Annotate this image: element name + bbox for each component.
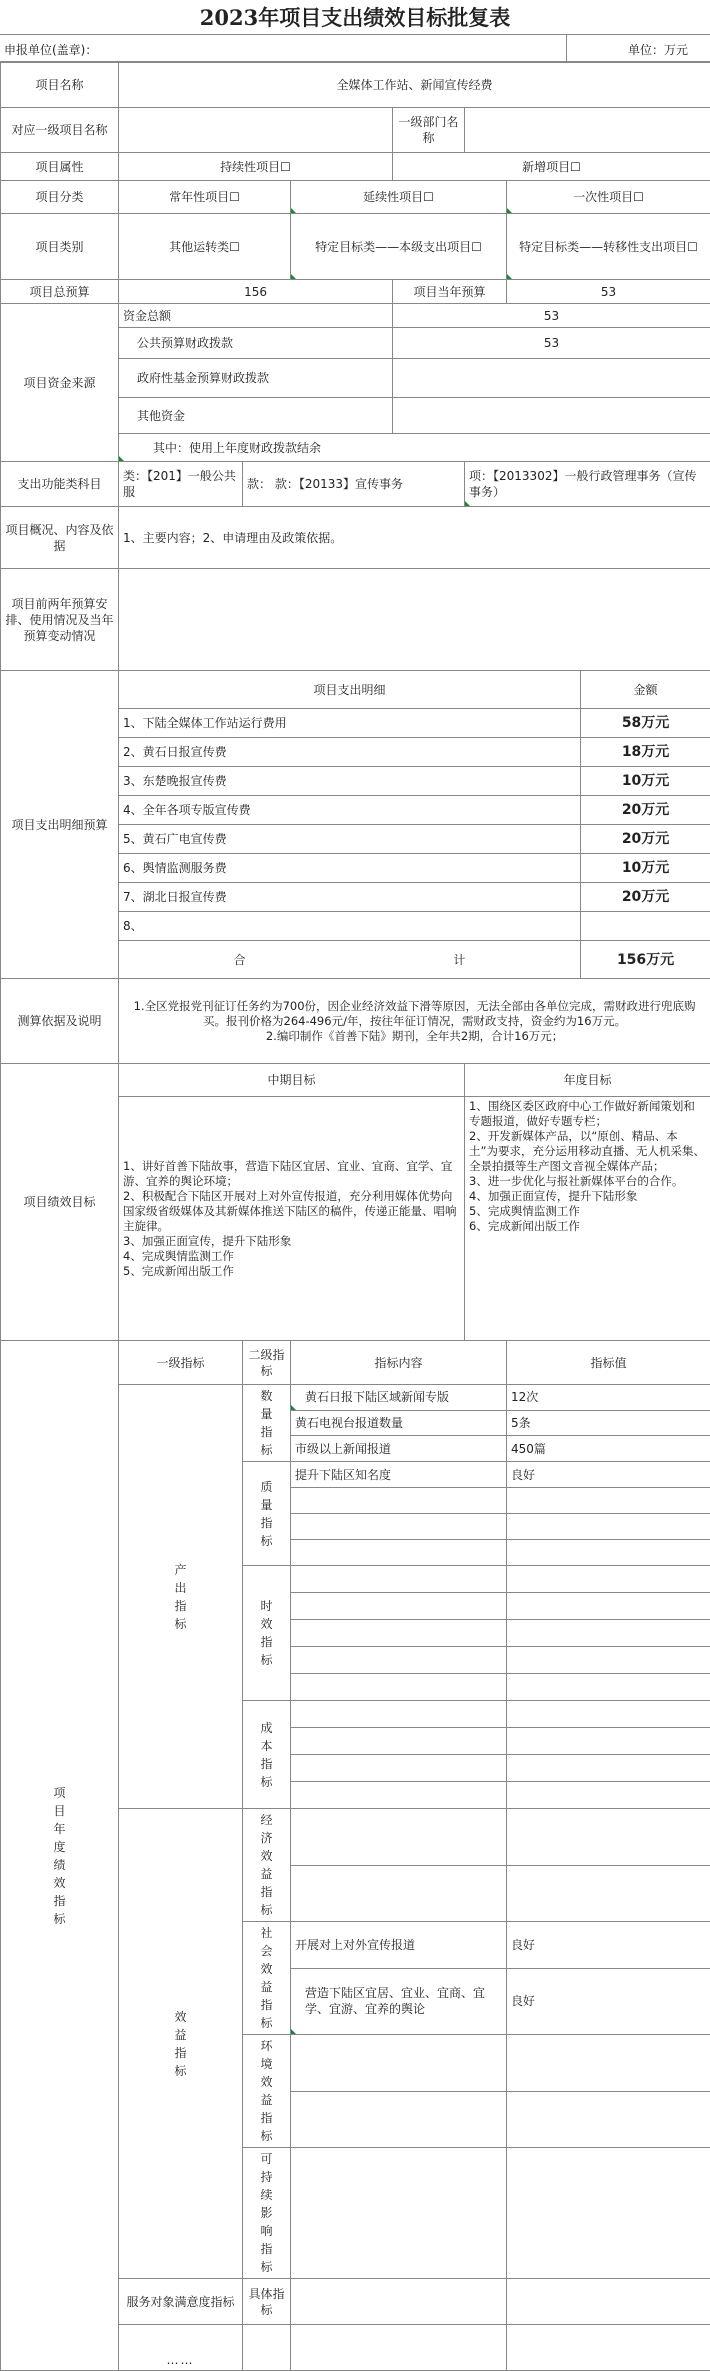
quality-label-text: 质量指标 [260, 1479, 273, 1548]
indicator-content[interactable] [291, 2091, 507, 2148]
timeliness-label [243, 1566, 291, 1701]
economic-label [243, 1809, 291, 1922]
detail-item[interactable]: 6、舆情监测服务费 [119, 854, 581, 883]
budget-label: 项目总预算 [1, 280, 119, 304]
level1-project-value[interactable] [119, 108, 393, 153]
indicator-value[interactable] [507, 1755, 710, 1782]
detail-item[interactable]: 1、下陆全媒体工作站运行费用 [119, 709, 581, 738]
indicator-value[interactable] [507, 1674, 710, 1701]
basis-line-2: 2.编印制作《首善下陆》期刊，全年共2期，合计16万元； [265, 1028, 564, 1043]
indicator-value[interactable] [507, 1701, 710, 1728]
indicator-value[interactable] [507, 2148, 710, 2279]
funds-other-value[interactable] [393, 398, 710, 434]
detail-item[interactable]: 8、 [119, 912, 581, 941]
indicator-content[interactable]: 开展对上对外宣传报道 [291, 1922, 507, 1969]
functional-label: 支出功能类科目 [1, 462, 119, 507]
indicator-content[interactable] [291, 1620, 507, 1647]
indicator-value[interactable] [507, 2035, 710, 2092]
ellipsis-cell [119, 2325, 243, 2371]
indicator-content[interactable] [291, 2035, 507, 2092]
specific-label: 具体指标 [243, 2279, 291, 2325]
functional-section[interactable]: 款： 款：【20133】宣传事务 [243, 462, 465, 507]
basis-text[interactable] [119, 979, 710, 1064]
project-name[interactable]: 全媒体工作站、新闻宣传经费 [119, 63, 710, 108]
indicator-content[interactable] [291, 1701, 507, 1728]
detail-amount[interactable]: 58万元 [581, 709, 710, 738]
indicator-content[interactable]: 营造下陆区宜居、宜业、宜商、宜学、宜游、宜养的舆论 [291, 1968, 507, 2034]
indicators-label-text: 项目年度绩效指标 [53, 1785, 66, 1926]
detail-amount[interactable]: 10万元 [581, 854, 710, 883]
indicator-value[interactable]: 12次 [507, 1385, 710, 1411]
indicator-value[interactable]: 良好 [507, 1922, 710, 1969]
detail-amount[interactable]: 20万元 [581, 796, 710, 825]
detail-amount[interactable]: 20万元 [581, 883, 710, 912]
blank-cell [243, 2325, 291, 2371]
indicator-content[interactable] [291, 1540, 507, 1566]
indicator-content[interactable]: 市级以上新闻报道 [291, 1436, 507, 1462]
environment-label-text: 环境效益指标 [260, 2039, 273, 2143]
indicator-content[interactable] [291, 1674, 507, 1701]
sustain-label-text: 可持续影响指标 [260, 2152, 273, 2274]
indicator-content[interactable] [291, 1728, 507, 1755]
goals-year-text[interactable]: 1、围绕区委区政府中心工作做好新闻策划和专题报道，做好专题专栏； 2、开发新媒体产品，以“原创、精品、本土”为要求，充分运用移动直播、无人机采集、全景拍摄等生产图文音视全媒体产品； 3、进一步优化与报社新媒体平台的合作。 4、加强正面宣传，提升下陆形象 5、完成舆情监测工作 6、完成新闻出版工作 [465, 1097, 710, 1341]
detail-amount-header: 金额 [581, 671, 710, 709]
goals-year-header: 年度目标 [465, 1064, 710, 1097]
ellipsis: …… [166, 2353, 195, 2367]
indicator-content[interactable]: 黄石日报下陆区域新闻专版 [291, 1385, 507, 1411]
class-regular-checkbox[interactable]: 常年性项目☐ [119, 181, 291, 214]
dept-label: 一级部门名称 [393, 108, 465, 153]
basis-line-1: 1.全区党报党刊征订任务约为700份，因企业经济效益下滑等原因，无法全部由各单位完成，需财政进行兜底购买。报刊价格为264-496元/年，按往年征订情况，需财政支持，资金约为16万元。 [133, 998, 696, 1028]
indicator-content[interactable] [291, 2148, 507, 2279]
social-label [243, 1922, 291, 2035]
indicator-value[interactable] [507, 1728, 710, 1755]
funds-public-value[interactable]: 53 [393, 328, 710, 359]
overview-label: 项目概况、内容及依据 [1, 507, 119, 569]
attr-label: 项目属性 [1, 153, 119, 181]
header-divider [566, 35, 567, 61]
funds-public-label: 公共预算财政拨款 [119, 328, 393, 359]
indicator-content[interactable] [291, 1755, 507, 1782]
indicator-value[interactable] [507, 1514, 710, 1540]
class-label: 项目分类 [1, 181, 119, 214]
benefit-indicator-label [119, 1809, 243, 2279]
indicator-content[interactable] [291, 2325, 507, 2371]
prior-label: 项目前两年预算安排、使用情况及当年预算变动情况 [1, 569, 119, 671]
indicator-value[interactable] [507, 1865, 710, 1922]
project-name-label: 项目名称 [1, 63, 119, 108]
functional-item[interactable]: 项：【2013302】一般行政管理事务（宣传事务） [465, 462, 710, 507]
goals-label: 项目绩效目标 [1, 1064, 119, 1341]
level1-project-label: 对应一级项目名称 [1, 108, 119, 153]
prior-text[interactable] [119, 569, 710, 671]
goals-mid-text[interactable]: 1、讲好首善下陆故事，营造下陆区宜居、宜业、宜商、宜学、宜游、宜养的舆论环境； 2、积极配合下陆区开展对上对外宣传报道，充分利用媒体优势向国家级省级媒体及其新媒体推送下陆区的稿件，传递正能量、唱响主旋律。 3、加强正面宣传，提升下陆形象 4、完成舆情监测工作 5、完成新闻出版工作 [119, 1097, 465, 1341]
funds-other-label: 其他资金 [119, 398, 393, 434]
indicator-value[interactable]: 良好 [507, 1968, 710, 2034]
indicator-content[interactable] [291, 1593, 507, 1620]
indicator-content[interactable] [291, 1809, 507, 1866]
basis-label: 测算依据及说明 [1, 979, 119, 1064]
class-extended-checkbox[interactable]: 延续性项目☐ [291, 181, 507, 214]
social-label-text: 社会效益指标 [260, 1926, 273, 2030]
cost-label-text: 成本指标 [260, 1720, 273, 1789]
quantity-label [243, 1385, 291, 1462]
detail-total-label-a: 合 [233, 952, 246, 967]
indicator-value[interactable] [507, 1540, 710, 1566]
class-once-checkbox[interactable]: 一次性项目☐ [507, 181, 710, 214]
indicator-level1-header: 一级指标 [119, 1341, 243, 1385]
indicator-value[interactable]: 良好 [507, 1462, 710, 1488]
indicator-value[interactable]: 5条 [507, 1410, 710, 1436]
detail-item[interactable]: 5、黄石广电宣传费 [119, 825, 581, 854]
output-indicator-label [119, 1385, 243, 1809]
detail-amount[interactable]: 20万元 [581, 825, 710, 854]
indicator-content[interactable] [291, 1488, 507, 1514]
current-budget-value[interactable]: 53 [507, 280, 710, 304]
attr-new-checkbox[interactable]: 新增项目☐ [393, 153, 710, 181]
functional-category[interactable]: 类：【201】一般公共服 [119, 462, 243, 507]
detail-total-value[interactable]: 156万元 [581, 941, 710, 979]
indicator-content[interactable] [291, 2279, 507, 2325]
detail-item[interactable]: 4、全年各项专版宣传费 [119, 796, 581, 825]
indicator-content[interactable]: 提升下陆区知名度 [291, 1462, 507, 1488]
type-special-transfer-checkbox[interactable]: 特定目标类——转移性支出项目☐ [507, 214, 710, 280]
header-row [0, 35, 710, 62]
detail-amount[interactable] [581, 912, 710, 941]
environment-label [243, 2035, 291, 2148]
indicator-value[interactable] [507, 2091, 710, 2148]
form-table [0, 62, 710, 2371]
detail-amount[interactable]: 18万元 [581, 738, 710, 767]
indicator-value[interactable] [507, 1593, 710, 1620]
funds-total-label: 资金总额 [119, 304, 393, 328]
detail-total-label [119, 941, 581, 979]
detail-item-header: 项目支出明细 [119, 671, 581, 709]
indicator-content[interactable] [291, 1514, 507, 1540]
indicator-value[interactable]: 450篇 [507, 1436, 710, 1462]
detail-total-label-b: 计 [453, 952, 466, 967]
cost-label [243, 1701, 291, 1809]
detail-item[interactable]: 3、东楚晚报宣传费 [119, 767, 581, 796]
indicator-value[interactable] [507, 1566, 710, 1593]
detail-label: 项目支出明细预算 [1, 671, 119, 979]
quantity-label-text: 数量指标 [260, 1389, 273, 1457]
benefit-indicator-text: 效益指标 [174, 2009, 187, 2078]
page-title: 2023年项目支出绩效目标批复表 [0, 0, 710, 35]
indicator-content[interactable] [291, 1865, 507, 1922]
indicator-value[interactable] [507, 1488, 710, 1514]
indicator-value[interactable] [507, 2325, 710, 2371]
indicator-value[interactable] [507, 1647, 710, 1674]
overview-text[interactable]: 1、主要内容；2、申请理由及政策依据。 [119, 507, 710, 569]
funds-gov-fund-value[interactable] [393, 359, 710, 398]
indicator-content[interactable] [291, 1647, 507, 1674]
indicator-content[interactable] [291, 1782, 507, 1809]
indicators-label [1, 1341, 119, 2371]
attr-ongoing-checkbox[interactable]: 持续性项目☐ [119, 153, 393, 181]
indicator-value[interactable] [507, 1620, 710, 1647]
type-other-checkbox[interactable]: 其他运转类☐ [119, 214, 291, 280]
unit-label: 申报单位(盖章)： [4, 43, 98, 57]
detail-item[interactable]: 2、黄石日报宣传费 [119, 738, 581, 767]
indicator-value[interactable] [507, 1809, 710, 1866]
indicator-content[interactable]: 黄石电视台报道数量 [291, 1410, 507, 1436]
output-indicator-text: 产出指标 [174, 1562, 187, 1631]
dept-value[interactable] [465, 108, 710, 153]
indicator-level2-header: 二级指标 [243, 1341, 291, 1385]
indicator-value[interactable] [507, 2279, 710, 2325]
funds-total-value[interactable]: 53 [393, 304, 710, 328]
detail-amount[interactable]: 10万元 [581, 767, 710, 796]
funds-carryover-label: 其中：使用上年度财政拨款结余 [119, 434, 710, 462]
sustain-label [243, 2148, 291, 2279]
indicator-content-header: 指标内容 [291, 1341, 507, 1385]
funds-gov-fund-label: 政府性基金预算财政拨款 [119, 359, 393, 398]
economic-label-text: 经济效益指标 [260, 1813, 273, 1917]
goals-mid-header: 中期目标 [119, 1064, 465, 1097]
type-special-own-checkbox[interactable]: 特定目标类——本级支出项目☐ [291, 214, 507, 280]
satisfaction-label: 服务对象满意度指标 [119, 2279, 243, 2325]
money-unit: 单位：万元 [627, 43, 688, 57]
type-label: 项目类别 [1, 214, 119, 280]
indicator-value-header: 指标值 [507, 1341, 710, 1385]
indicator-content[interactable] [291, 1566, 507, 1593]
funds-label: 项目资金来源 [1, 304, 119, 462]
budget-value[interactable]: 156 [119, 280, 393, 304]
quality-label [243, 1462, 291, 1566]
current-budget-label: 项目当年预算 [393, 280, 507, 304]
timeliness-label-text: 时效指标 [260, 1599, 273, 1667]
indicator-value[interactable] [507, 1782, 710, 1809]
detail-item[interactable]: 7、湖北日报宣传费 [119, 883, 581, 912]
